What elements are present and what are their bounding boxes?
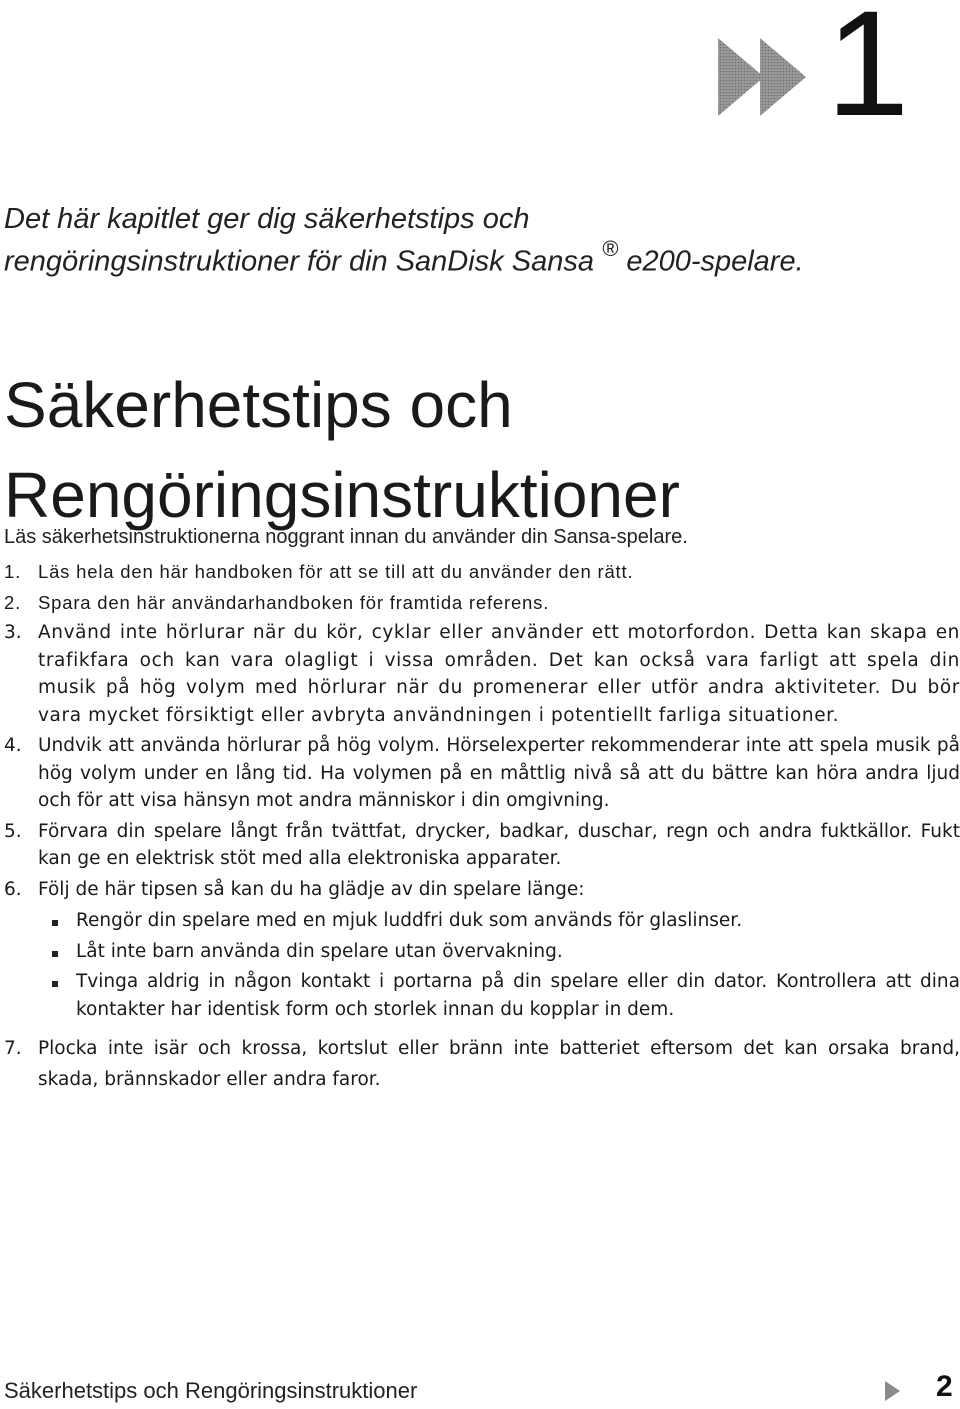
- item-number: 5.: [4, 820, 22, 842]
- bullet-icon: [4, 968, 76, 1023]
- item-text: Plocka inte isär och krossa, kortslut eller bränn inte batteriet eftersom det kan orsaka brand, skada, brännskador eller andra faror.: [38, 1038, 960, 1090]
- intro-text-start: Det här kapitlet ger dig säkerhetstips och rengöringsinstruktioner för din SanDisk Sansa: [4, 203, 594, 278]
- item-text: Följ de här tipsen så kan du ha glädje av din spelare länge:: [38, 878, 585, 900]
- bullet-icon: [4, 938, 76, 966]
- section-title: Säkerhetstips och Rengöringsinstruktioner: [4, 369, 680, 531]
- footer-section-title: Säkerhetstips och Rengöringsinstruktioner: [4, 1378, 418, 1403]
- registered-mark: ®: [602, 236, 619, 261]
- item-text: Spara den här användarhandboken för framtida referens.: [38, 591, 550, 613]
- tips-list: [4, 907, 960, 1023]
- chapter-number: 1: [826, 0, 906, 147]
- page-number: 2: [936, 1370, 953, 1403]
- list-item: [4, 1033, 960, 1095]
- chapter-marker: [716, 0, 960, 147]
- list-item: [4, 876, 960, 904]
- item-number: 3.: [4, 622, 22, 643]
- item-number: 2.: [4, 591, 22, 613]
- double-arrow-icon: [716, 34, 826, 120]
- list-item: [4, 619, 960, 729]
- list-item: [4, 732, 960, 815]
- tip-text: Rengör din spelare med en mjuk luddfri duk som används för glaslinser.: [76, 910, 743, 931]
- tip-item: [4, 907, 960, 935]
- item-text: Undvik att använda hörlurar på hög volym. Hörselexperter rekommenderar inte att spela musik på hög volym under en lång tid. Ha volymen på en måttlig nivå så att du bättre kan höra andra ljud och för att visa hänsyn mot andra människor i din omgivning.: [38, 735, 960, 811]
- item-number: 1.: [4, 561, 22, 582]
- item-number: 4.: [4, 735, 22, 756]
- item-text: Läs hela den här handboken för att se till att du använder den rätt.: [38, 561, 634, 582]
- page-arrow-icon: [884, 1380, 902, 1402]
- list-item: [4, 558, 960, 586]
- item-text: Förvara din spelare långt från tvättfat, drycker, badkar, duschar, regn och andra fuktkällor. Fukt kan ge en elektrisk stöt med alla elektroniska apparater.: [38, 820, 960, 869]
- item-number: 6.: [4, 878, 22, 900]
- tip-item: [4, 938, 960, 966]
- bullet-icon: [4, 907, 76, 935]
- safety-list: [4, 558, 960, 1098]
- tip-item: [4, 968, 960, 1023]
- section-lead: Läs säkerhetsinstruktionerna noggrant innan du använder din Sansa-spelare.: [4, 526, 688, 548]
- list-item: [4, 589, 960, 617]
- item-text: Använd inte hörlurar när du kör, cyklar eller använder ett motorfordon. Detta kan skapa en trafikfara och kan vara olagligt i vissa områden. Det kan också vara farligt att spela din musik på hög volym med hörlurar när du promenerar eller utför andra aktiviteter. Du bör vara mycket försiktigt eller avbryta användningen i potentiellt farliga situationer.: [38, 622, 960, 726]
- chapter-intro: [4, 203, 804, 279]
- list-item: [4, 818, 960, 873]
- tip-text: Låt inte barn använda din spelare utan övervakning.: [76, 940, 563, 962]
- tip-text: Tvinga aldrig in någon kontakt i portarna på din spelare eller din dator. Kontrollera att dina kontakter har identisk form och storlek innan du kopplar in dem.: [76, 971, 960, 1020]
- item-number: 7.: [4, 1038, 22, 1059]
- intro-text-end: e200-spelare.: [626, 245, 804, 278]
